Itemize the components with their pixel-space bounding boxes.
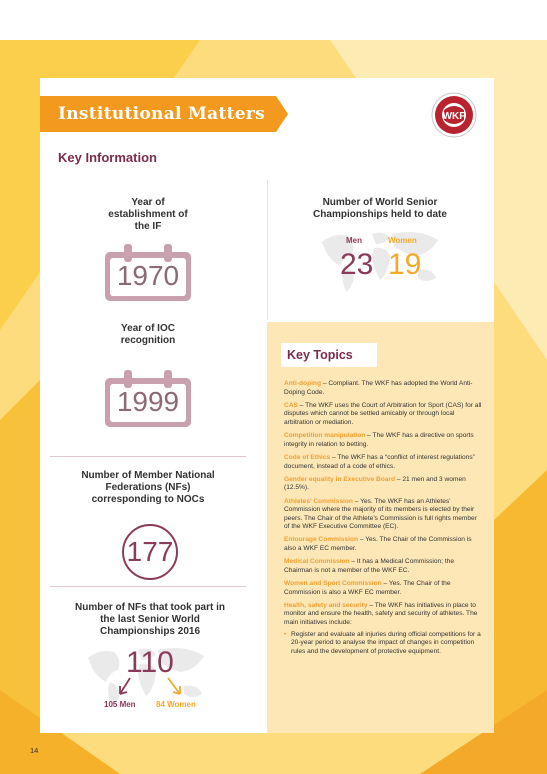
men-label: Men [346,236,362,245]
year-establishment-label: Year of establishment of the IF [108,197,188,232]
women-participation-value: 84 Women [156,700,196,709]
arrows-icon [114,674,200,700]
topic-item [284,454,484,471]
topic-text: – Yes. The Chair of the Commission is also a WKF EC member. [284,580,451,596]
topic-text: – Yes. The WKF has an Athletes’ Commission where the majority of its members is elected by their peers. The Chair of the Athlete’s Commission is full rights member of the WKF Executive Committee (EC). [284,497,477,531]
topic-item [284,498,484,532]
nfs-participation-label: Number of NFs that took part in the last Senior World Championships 2016 [75,602,225,637]
topic-text: – It has a Medical Commission; the Chairman is not a member of the WKF EC. [284,558,455,574]
member-nfs-value: 177 [122,524,178,580]
key-topics-list [284,380,484,661]
topic-name: Health, safety and security [284,601,368,609]
topic-name: Athletes’ Commission [284,497,353,505]
topic-item [284,580,484,597]
year-ioc-label: Year of IOC recognition [120,323,176,346]
topic-name: Women and Sport Commission [284,580,382,588]
key-information-heading: Key Information [58,150,157,165]
topic-name: CAS [284,401,298,409]
topic-item [284,558,484,575]
topic-name: Anti-doping [284,380,321,387]
nfs-participation-value: 110 [126,646,174,679]
topic-text: – The WKF has a “conflict of interest regulations” document, instead of a code of ethics. [284,453,475,470]
topic-name: Competition manipulation [284,432,366,440]
men-participation-value: 105 Men [104,700,136,709]
divider [50,456,246,457]
member-nfs-label: Number of Member National Federations (NFs) corresponding to NOCs [81,470,215,505]
men-championships-value: 23 [340,248,374,281]
topic-item [284,432,484,449]
key-topics-heading: Key Topics [281,343,377,367]
topic-text: – Compliant. The WKF has adopted the World Anti-Doping Code. [284,380,473,396]
topic-item [284,380,484,397]
topic-item [284,476,484,493]
topic-name: Gender equality in Executive Board [284,475,396,483]
world-championships-label: Number of World Senior Championships held to date [313,197,447,220]
topic-name: Medical Commission [284,558,350,566]
topic-name: Code of Ethics [284,453,331,461]
divider [50,586,246,587]
page-title: Institutional Matters [58,104,265,124]
topic-bullet: • Register and evaluate all injuries during official competitions for a 20-year period to analyse the impact of changes in competition rules and the development of protective equipment. [284,631,484,657]
world-map-icon [318,226,446,294]
topic-text: – The WKF has a directive on sports integrity in relation to betting. [284,432,474,448]
topic-text: – The WKF has initiatives in place to monitor and ensure the health, safety and security of athletes. The main initiatives include: [284,601,478,626]
topic-name: Entourage Commission [284,536,359,544]
topic-text: – Yes. The Chair of the Commission is also a WKF EC member. [284,536,472,553]
topic-text: – 21 men and 3 women (12.5%). [284,475,466,492]
topic-item [284,536,484,553]
topic-text: – The WKF uses the Court of Arbitration for Sport (CAS) for all disputes which cannot be settled amicably or through local arbitration or mediation. [284,401,482,426]
wkf-logo [431,92,477,138]
year-establishment-value: 1970 [116,260,180,291]
topic-item [284,602,484,657]
year-ioc-value: 1999 [116,386,180,417]
topic-item [284,402,484,428]
divider-vertical [267,180,268,320]
page-number: 14 [30,746,39,755]
svg-text:WKF: WKF [442,111,466,122]
women-championships-value: 19 [388,248,422,281]
women-label: Women [388,236,417,245]
